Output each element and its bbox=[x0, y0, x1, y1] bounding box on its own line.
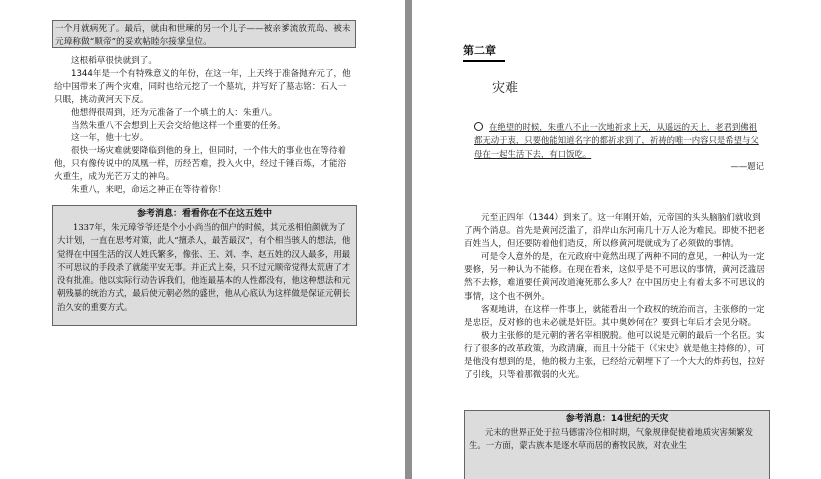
paragraph: 很快一场灾难就要降临到他的身上，但同时，一个伟大的事业也在等待着他，只有像传说中的凤凰一样，历经苦难，投入火中，经过千锤百炼，才能浴火重生，成为光芒万丈的神鸟。 bbox=[54, 146, 347, 183]
left-body-text bbox=[54, 55, 354, 197]
reference-box-title: 参考消息：看看你在不在这五姓中 bbox=[136, 209, 272, 219]
paragraph: 当然朱重八不会想到上天会交给他这样一个重要的任务。 bbox=[71, 120, 286, 131]
epigraph-text: 在绝望的时候，朱重八不止一次地祈求上天，从遥远的天上，老君到佛祖都无动于衷，只要他能知道名字的都祈求到了，祈祷的唯一内容只是希望与父母在一起生活下去，有口饭吃。 bbox=[474, 122, 759, 159]
chapter-label: 第二章 bbox=[463, 44, 505, 62]
epigraph-source: ——题记 bbox=[730, 161, 764, 171]
reference-box-text: 元末的世界正处于拉马德雷冷位相时期，气象规律促使着地质灾害频繁发生。一方面，蒙古族本是逐水草而居的畜牧民族，对农业生 bbox=[469, 427, 753, 451]
paragraph: 他想得很周到，还为元准备了一个填土的人：朱重八。 bbox=[71, 107, 278, 118]
reference-box-text: 1337年，朱元璋爷爷还是个小小尚当的佃户的时候，其元丞相伯颜就为了大计划，一直在思考对策，此人“擅杀人，最苦最汉”，有个相当骇人的想法，他觉得在中国生活的汉人姓氏繁多，像张、王、刘、李、赵五姓的汉人最多，用最不可思议的手段杀了就能平安无事。并正式上奏，只不过元顺帝觉得太荒唐了才没有批准。他以实际行动告诉我们，他连最基本的人性都没有，他这种想法和元朝残暴的统治方式，最后使元朝必然的盛世，他从心底认为这样做是保证元朝长治久安的重要方式。 bbox=[57, 222, 351, 312]
paragraph: 客观地讲，在这样一件事上，就能看出一个政权的统治而言，主张修的一定是忠臣，反对修的也未必就是奸臣。其中奥妙何在？要到七年后才会见分晓。 bbox=[464, 304, 765, 328]
paragraph: 极力主张修的是元朝的著名宰相脱脱。他可以说是元朝的最后一个名臣。实行了很多的改革政策，为政清廉，而且十分能干（《宋史》就是他主持修的），可是他没有想到的是，他的极力主张，已经给元朝埋下了一个大大的炸药包，拉好了引线，只等着那微弱的火光。 bbox=[464, 330, 765, 381]
paragraph: 这一年，他十七岁。 bbox=[71, 133, 149, 144]
chapter-title: 灾难 bbox=[492, 81, 519, 96]
page-divider bbox=[405, 0, 412, 479]
top-excerpt-box bbox=[52, 20, 356, 48]
paragraph: 可是令人意外的是，在元政府中竟然出现了两种不同的意见，一种认为一定要修，另一种认为不能修。在现在看来，这似乎是不可思议的事情，黄河泛滥居然不去修，难道要任黄河改道淹死那么多人？在中国历史上有着太多不可思议的事情，这个也不例外。 bbox=[464, 252, 765, 302]
paragraph: 朱重八，来吧，命运之神正在等待着你！ bbox=[71, 185, 226, 196]
reference-box-title: 参考消息：14世纪的天灾 bbox=[565, 414, 669, 424]
reference-box-five-surnames bbox=[52, 205, 357, 326]
reference-box-14th-century-disasters bbox=[464, 410, 770, 479]
left-page bbox=[0, 0, 405, 479]
paragraph: 1344年是一个有特殊意义的年份，在这一年，上天终于准备抛弃元了，他给中国带来了两个灾难，同时也给元挖了一个墓坑，并写好了墓志铭：石人一只眼，挑动黄河天下反。 bbox=[54, 68, 351, 105]
right-body-text bbox=[464, 212, 768, 382]
paragraph: 这根稻草很快就到了。 bbox=[71, 56, 157, 66]
epigraph bbox=[474, 121, 764, 161]
top-excerpt-text: 一个月就病死了。最后，就由和世瑓的另一个儿子——被亲爹流放荒岛、被未元璋称做“顺帝”的妥欢帖睦尔接掌皇位。 bbox=[55, 24, 351, 47]
circle-bullet-icon bbox=[474, 122, 483, 131]
paragraph: 元至正四年（1344）到来了。这一年刚开始，元帝国的头头脑脑们就收到了两个消息。首先是黄河泛滥了，沿岸山东河南几十万人沦为难民。即使不把老百姓当人，但还要防着他们造反，所以修黄河堤就成为了必须做的事情。 bbox=[464, 213, 765, 250]
